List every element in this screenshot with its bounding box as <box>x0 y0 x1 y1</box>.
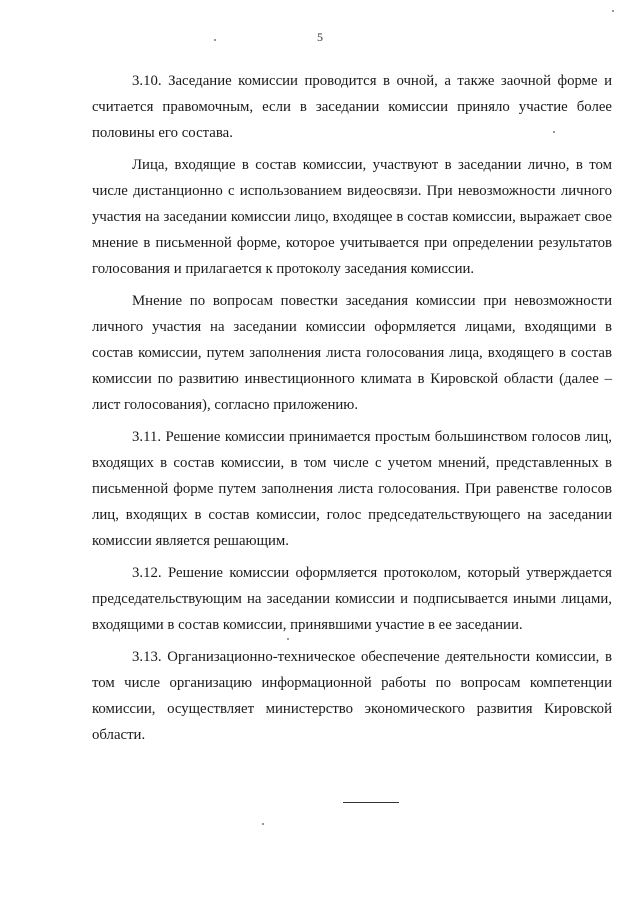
paragraph-3-10: 3.10. Заседание комиссии проводится в очной, а также заочной форме и считается правомочным, если в заседании комиссии приняло участие более половины его состава. <box>92 73 612 141</box>
scan-speck <box>612 10 614 12</box>
page-number: 5 <box>317 30 323 44</box>
document-body <box>92 68 612 748</box>
paragraph-in-person-participation: Лица, входящие в состав комиссии, участвуют в заседании лично, в том числе дистанционно с использованием видеосвязи. При невозможности личного участия на заседании комиссии лицо, входящее в состав комиссии, выражает свое мнение в письменной форме, которое учитывается при определении результатов голосования и прилагается к протоколу заседания комиссии. <box>92 157 612 277</box>
scan-speck <box>214 39 216 41</box>
scan-speck <box>287 638 289 640</box>
paragraph-3-12: 3.12. Решение комиссии оформляется протоколом, который утверждается председательствующим на заседании комиссии и подписывается иными лицами, входящими в состав комиссии, принявшими участие в ее заседании. <box>92 565 612 633</box>
scan-speck <box>553 131 555 133</box>
paragraph-3-13: 3.13. Организационно-техническое обеспечение деятельности комиссии, в том числе организацию информационной работы по вопросам компетенции комиссии, осуществляет министерство экономического развития Кировской области. <box>92 649 612 743</box>
scan-speck <box>262 823 264 825</box>
paragraph-3-11: 3.11. Решение комиссии принимается простым большинством голосов лиц, входящих в состав комиссии, в том числе с учетом мнений, представленных в письменной форме путем заполнения листа голосования. При равенстве голосов лиц, входящих в состав комиссии, голос председательствующего на заседании комиссии является решающим. <box>92 429 612 549</box>
end-of-document-rule <box>343 802 399 803</box>
paragraph-voting-sheet: Мнение по вопросам повестки заседания комиссии при невозможности личного участия на заседании комиссии оформляется лицами, входящими в состав комиссии, путем заполнения листа голосования лица, входящего в состав комиссии по развитию инвестиционного климата в Кировской области (далее – лист голосования), согласно приложению. <box>92 293 612 413</box>
